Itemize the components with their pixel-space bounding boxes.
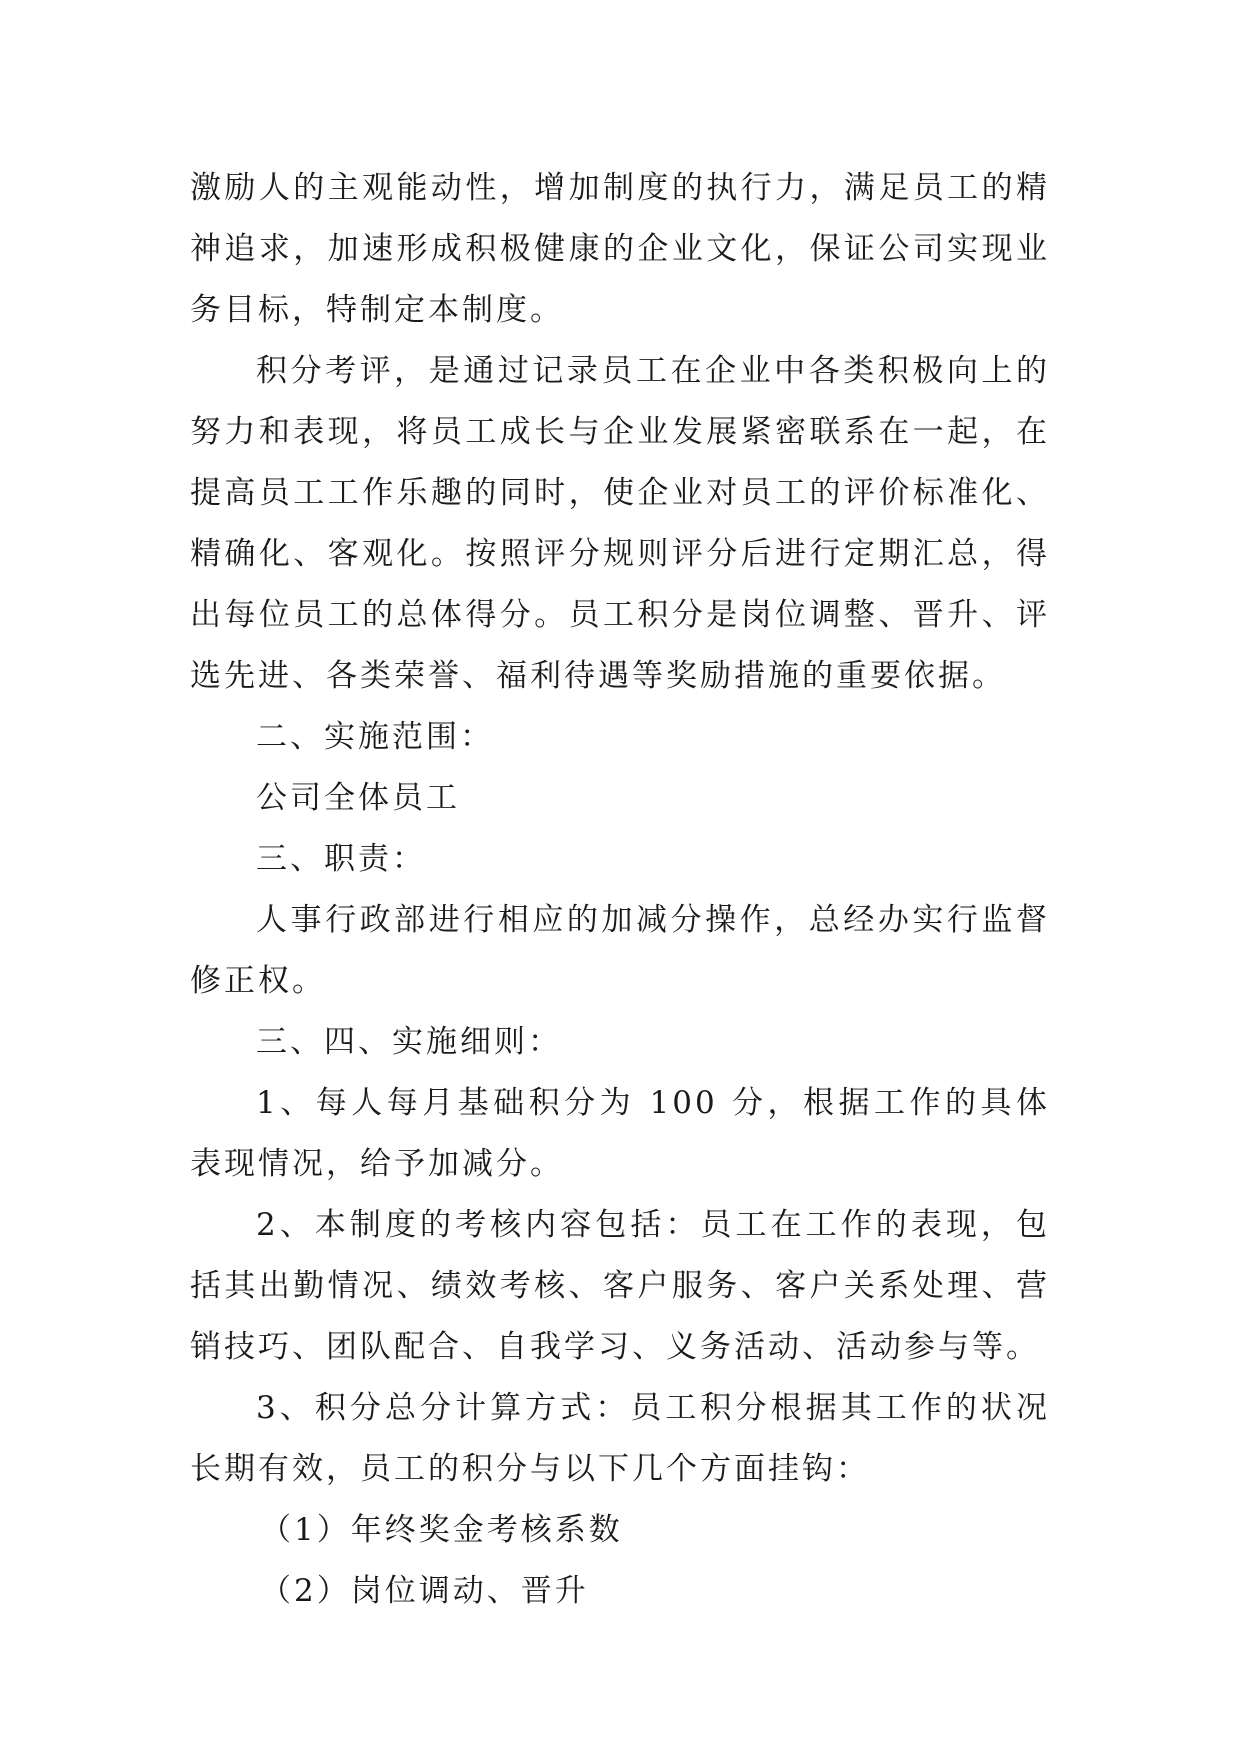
- heading-scope: 二、实施范围：: [256, 719, 494, 755]
- paragraph-scope: 公司全体员工: [256, 780, 460, 816]
- rule-item-2: 2、本制度的考核内容包括：员工在工作的表现，包括其出勤情况、绩效考核、客户服务、客户关系处理、营销技巧、团队配合、自我学习、义务活动、活动参与等。: [190, 1207, 1050, 1365]
- heading-rules: 三、四、实施细则：: [256, 1024, 562, 1060]
- paragraph-definition: 积分考评，是通过记录员工在企业中各类积极向上的努力和表现，将员工成长与企业发展紧密联系在一起，在提高员工工作乐趣的同时，使企业对员工的评价标准化、精确化、客观化。按照评分规则评分后进行定期汇总，得出每位员工的总体得分。员工积分是岗位调整、晋升、评选先进、各类荣誉、福利待遇等奖励措施的重要依据。: [190, 353, 1050, 694]
- rule-item-3: 3、积分总分计算方式：员工积分根据其工作的状况长期有效，员工的积分与以下几个方面挂钩：: [190, 1390, 1050, 1487]
- heading-duties: 三、职责：: [256, 841, 426, 877]
- document-body: [190, 158, 1050, 1622]
- paragraph-duties: 人事行政部进行相应的加减分操作，总经办实行监督修正权。: [190, 902, 1050, 999]
- rule-item-1: 1、每人每月基础积分为 100 分，根据工作的具体表现情况，给予加减分。: [190, 1085, 1050, 1182]
- paragraph-purpose: 激励人的主观能动性，增加制度的执行力，满足员工的精神追求，加速形成积极健康的企业文化，保证公司实现业务目标，特制定本制度。: [190, 170, 1050, 328]
- sub-item-1: （1）年终奖金考核系数: [260, 1512, 623, 1548]
- sub-item-2: （2）岗位调动、晋升: [260, 1573, 589, 1609]
